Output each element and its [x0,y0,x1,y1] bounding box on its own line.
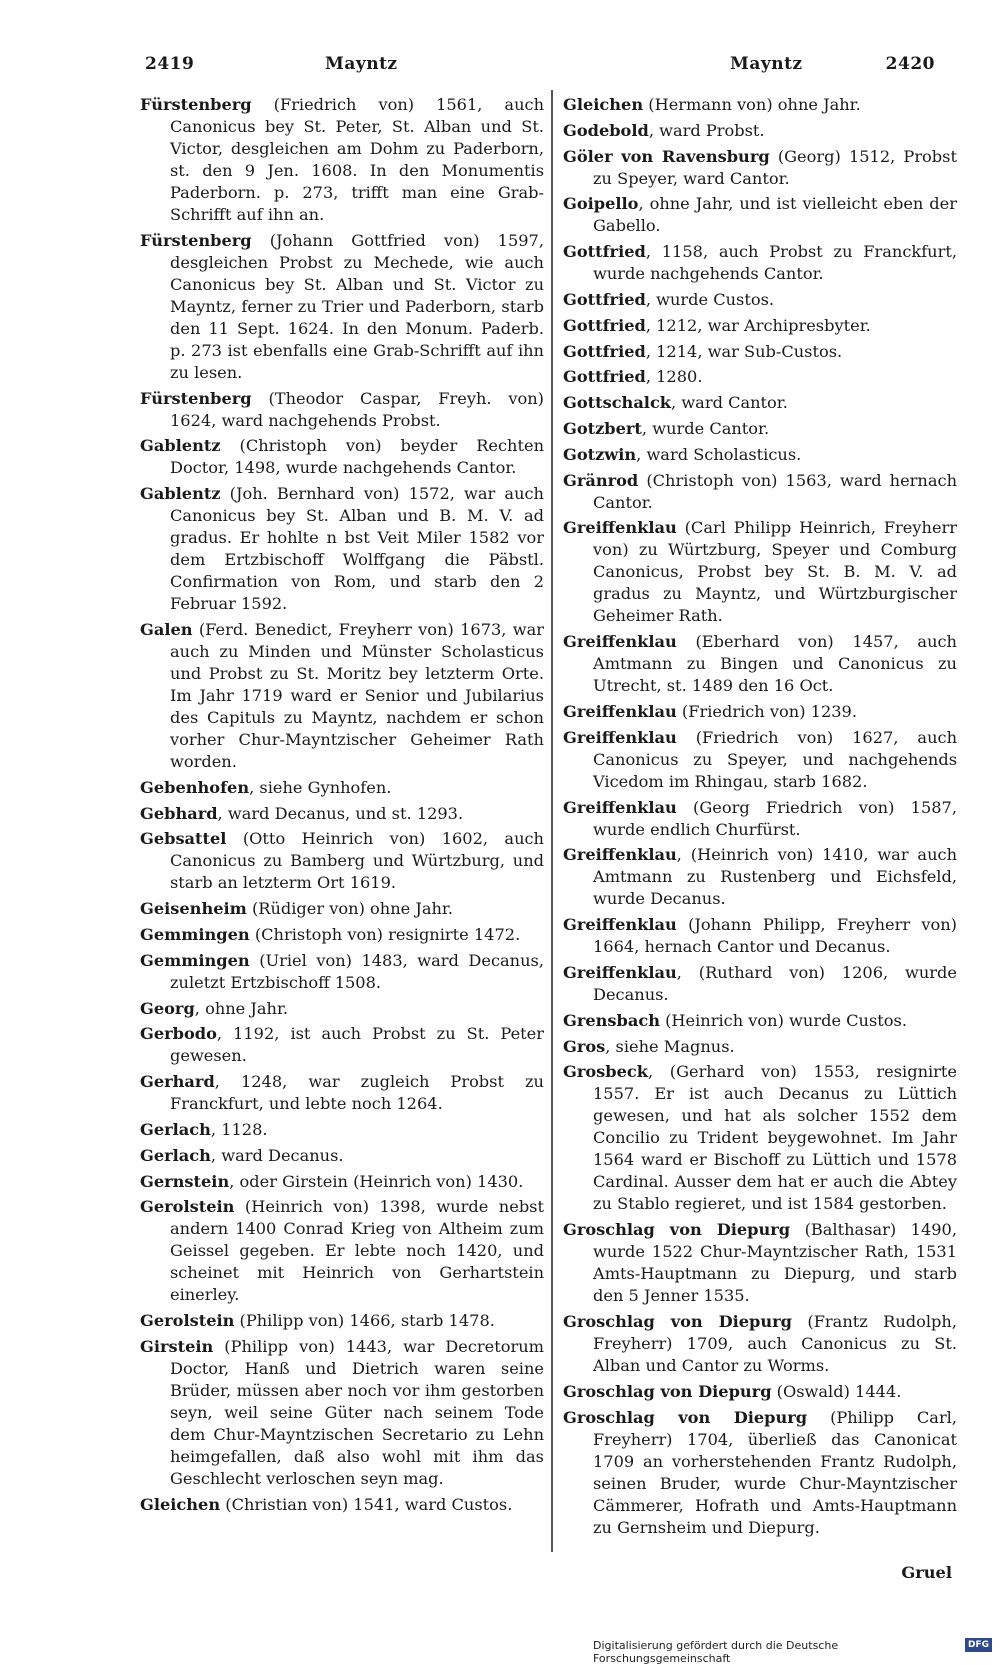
entry-text: , 1158, auch Probst zu Franckfurt, wurde nachgehends Cantor. [593,242,957,284]
entry-text: (Christoph von) beyder Rechten Doctor, 1498, wurde nachgehends Cantor. [170,436,544,478]
entry-name: Gottfried [563,341,646,361]
register-entry [563,1407,957,1539]
entry-text: , ward Scholasticus. [636,444,802,464]
entry-name: Gerolstein [140,1197,235,1217]
register-entry [140,1336,544,1490]
entry-name: Gleichen [140,1494,221,1514]
entry-name: Groschlag von Diepurg [563,1381,772,1401]
register-entry [563,1061,957,1215]
entry-text: , ward Cantor. [671,393,788,413]
entry-name: Grosbeck [563,1062,648,1082]
entry-text: , 1214, war Sub-Custos. [645,341,843,361]
entry-name: Greiffenklau [563,845,677,865]
entry-text: (Friedrich von) 1561, auch Canonicus bey St. Peter, St. Alban und St. Victor, desgleichen am Dohm zu Paderborn, st. den 9 Jen. 1608. In den Monumentis Paderborn. p. 273, trifft man eine Grab-Schrifft auf ihn an. [170,95,544,224]
register-entry [563,844,957,910]
entry-name: Gerlach [140,1119,211,1139]
register-entry [140,1071,544,1115]
page-header [145,54,935,82]
register-entry [140,388,544,432]
entry-text: , siehe Gynhofen. [249,777,392,797]
entry-name: Greiffenklau [563,915,677,935]
entry-name: Gernstein [140,1171,230,1191]
register-entry [140,1310,544,1332]
register-entry [563,146,957,190]
entry-text: (Heinrich von) wurde Custos. [659,1010,907,1030]
entry-text: , ward Probst. [648,120,765,140]
entry-text: (Eberhard von) 1457, auch Amtmann zu Bingen und Canonicus zu Utrecht, st. 1489 den 16 Oct. [593,632,957,696]
register-entry [563,797,957,841]
register-entry [563,914,957,958]
entry-name: Gotzbert [563,418,642,438]
entry-name: Fürstenberg [140,230,252,250]
entry-name: Greiffenklau [563,701,677,721]
entry-name: Gottfried [563,315,646,335]
entry-text: (Rüdiger von) ohne Jahr. [246,899,454,919]
register-entry [140,1494,544,1516]
entry-text: , 1128. [210,1119,268,1139]
entry-text: (Christoph von) 1563, ward hernach Cantor. [593,470,957,512]
entry-text: (Friedrich von) 1239. [676,701,858,721]
register-entry [140,950,544,994]
entry-text: (Friedrich von) 1627, auch Canonicus zu Speyer, und nachgehends Vicedom im Rhingau, starb 1682. [593,727,957,791]
entry-text: , (Ruthard von) 1206, wurde Decanus. [593,962,957,1004]
running-title-right: Mayntz [730,54,803,74]
entry-name: Gleichen [563,95,644,114]
entry-text: (Theodor Caspar, Freyh. von) 1624, ward nachgehends Probst. [170,388,544,430]
entry-name: Gerhard [140,1072,215,1092]
register-entry [563,631,957,697]
entry-text: (Georg) 1512, Probst zu Speyer, ward Cantor. [593,146,957,188]
entry-text: , ohne Jahr, und ist vielleicht eben der Gabello. [593,194,957,236]
register-entry [563,701,957,723]
entry-text: , wurde Cantor. [641,418,770,438]
entry-name: Greiffenklau [563,962,677,982]
register-entry [140,898,544,920]
register-entry [563,1036,957,1058]
entry-text: (Uriel von) 1483, ward Decanus, zuletzt Ertzbischoff 1508. [170,950,544,992]
register-entry [563,1010,957,1032]
register-entry [140,1196,544,1306]
entry-text: (Christian von) 1541, ward Custos. [220,1494,513,1514]
page-number-left: 2419 [145,54,195,74]
entry-text: (Otto Heinrich von) 1602, auch Canonicus zu Bamberg und Würtzburg, und starb an letzterm Ort 1619. [170,829,544,893]
register-entry [140,94,544,226]
entry-name: Grensbach [563,1010,660,1030]
entry-text: (Johann Gottfried von) 1597, desgleichen Probst zu Mechede, wie auch Canonicus bey St. Alban und St. Victor zu Mayntz, ferner zu Trier und Paderborn, starb den 11 Sept. 1624. In den Monum. Paderb. p. 273 ist ebenfalls eine Grab-Schrifft auf ihn zu lesen. [170,230,544,382]
entry-name: Gablentz [140,484,221,504]
register-entry [140,828,544,894]
entry-text: , 1280. [645,367,703,387]
entry-text: (Hermann von) ohne Jahr. [643,95,861,114]
entry-text: , (Heinrich von) 1410, war auch Amtmann zu Rustenberg und Eichsfeld, wurde Decanus. [593,845,957,909]
register-entry [140,1171,544,1193]
register-entry [563,241,957,285]
entry-text: , ohne Jahr. [194,998,289,1018]
register-entry [563,392,957,414]
entry-name: Greiffenklau [563,727,677,747]
right-column [563,94,957,1542]
entry-name: Girstein [140,1336,214,1356]
entry-text: , (Gerhard von) 1553, resignirte 1557. Er ist auch Decanus zu Lüttich gewesen, und hat als solcher 1552 dem Concilio zu Trident beygewohnet. Im Jahr 1564 ward er Bischoff zu Lüttich und 1578 Cardinal. Ausser dem hat er auch die Abtey zu Stablo regieret, und ist 1584 gestorben. [593,1062,957,1214]
entry-name: Greiffenklau [563,797,677,817]
register-entry [140,483,544,615]
footer-credit: Digitalisierung gefördert durch die Deutsche Forschungsgemeinschaft [593,1639,839,1665]
entry-name: Gros [563,1036,606,1056]
column-divider [551,90,553,1552]
entry-text: , ward Decanus, und st. 1293. [217,803,464,823]
entry-text: , 1248, war zugleich Probst zu Franckfurt, und lebte noch 1264. [170,1072,544,1114]
entry-name: Goipello [563,194,639,214]
register-entry [563,470,957,514]
entry-text: (Joh. Bernhard von) 1572, war auch Canonicus bey St. Alban und B. M. V. ad gradus. Er hohlte n bst Veit Miler 1582 vor dem Ertzbischoff Wolffgang die Päbstl. Confirmation von Rom, und starb den 2 Februar 1592. [170,484,544,614]
register-entry [563,341,957,363]
entry-text: (Philipp von) 1466, starb 1478. [234,1311,495,1331]
register-entry [563,94,957,116]
entry-text: (Johann Philipp, Freyherr von) 1664, hernach Cantor und Decanus. [593,915,957,957]
entry-name: Fürstenberg [140,95,252,114]
entry-name: Fürstenberg [140,388,252,408]
entry-name: Galen [140,619,193,639]
entry-name: Groschlag von Diepurg [563,1407,808,1427]
entry-text: (Ferd. Benedict, Freyherr von) 1673, war auch zu Minden und Münster Scholasticus und Probst zu St. Moritz bey letzterm Orte. Im Jahr 1719 ward er Senior und Jubilarius des Capituls zu Mayntz, nachdem er schon vorher Chur-Mayntzischer Geheimer Rath worden. [170,619,544,771]
register-entry [563,193,957,237]
register-entry [563,1381,957,1403]
entry-name: Gebenhofen [140,777,250,797]
register-entry [140,1023,544,1067]
entry-text: , oder Girstein (Heinrich von) 1430. [229,1171,524,1191]
running-title-left: Mayntz [325,54,398,74]
entry-text: , 1192, ist auch Probst zu St. Peter gewesen. [170,1024,544,1066]
entry-text: , siehe Magnus. [605,1036,735,1056]
entry-name: Gotzwin [563,444,637,464]
entry-name: Gränrod [563,470,639,490]
entry-text: (Balthasar) 1490, wurde 1522 Chur-Mayntzischer Rath, 1531 Amts-Hauptmann zu Diepurg, und starb den 5 Jenner 1535. [593,1220,957,1306]
register-entry [563,366,957,388]
entry-name: Gerlach [140,1145,211,1165]
entry-name: Gemmingen [140,924,250,944]
entry-name: Gottschalck [563,393,672,413]
entry-text: (Heinrich von) 1398, wurde nebst andern 1400 Conrad Krieg von Altheim zum Geissel gegeben. Er lebte noch 1420, und scheinet mit Heinrich von Gerhartstein einerley. [170,1197,544,1305]
register-entry [140,998,544,1020]
entry-name: Geisenheim [140,899,247,919]
entry-text: (Philipp Carl, Freyherr) 1704, überließ das Canonicat 1709 an vorherstehenden Frantz Rudolph, seinen Bruder, wurde Chur-Mayntzischer Cämmerer, Hofrath und Amts-Hauptmann zu Gernsheim und Diepurg. [593,1407,958,1537]
register-entry [140,435,544,479]
entry-text: (Christoph von) resignirte 1472. [249,924,521,944]
entry-text: , wurde Custos. [645,289,775,309]
register-entry [140,230,544,384]
register-entry [563,517,957,627]
entry-name: Gablentz [140,436,221,456]
register-entry [563,962,957,1006]
register-entry [140,1119,544,1141]
register-entry [563,289,957,311]
register-entry [563,120,957,142]
register-entry [563,315,957,337]
register-entry [140,803,544,825]
entry-name: Göler von Ravensburg [563,146,770,166]
register-entry [140,619,544,773]
entry-name: Gebhard [140,803,218,823]
entry-name: Georg [140,998,195,1018]
entry-name: Godebold [563,120,649,140]
entry-name: Gottfried [563,289,646,309]
entry-text: (Georg Friedrich von) 1587, wurde endlich Churfürst. [593,797,957,839]
register-entry [563,1219,957,1307]
register-entry [563,727,957,793]
register-entry [563,418,957,440]
entry-name: Gerolstein [140,1311,235,1331]
page-number-right: 2420 [885,54,935,74]
entry-name: Gemmingen [140,950,250,970]
register-entry [140,924,544,946]
entry-name: Gerbodo [140,1024,217,1044]
entry-text: , 1212, war Archipresbyter. [645,315,871,335]
register-entry [140,1145,544,1167]
catchword: Gruel [901,1563,952,1582]
footer [593,1636,1000,1665]
entry-text: (Philipp von) 1443, war Decretorum Doctor, Hanß und Dietrich waren seine Brüder, müssen aber noch vor ihm gestorben seyn, weil seine Güter nach seinem Tode dem Chur-Mayntzischen Secretario zu Lehn heimgefallen, daß also wohl mit ihm das Geschlecht verloschen seyn mag. [170,1336,544,1488]
left-column [140,94,544,1520]
entry-text: (Oswald) 1444. [771,1381,902,1401]
entry-name: Gebsattel [140,829,227,849]
dfg-logo-icon: DFG [965,1638,992,1652]
entry-text: (Frantz Rudolph, Freyherr) 1709, auch Canonicus zu St. Alban und Cantor zu Worms. [593,1311,957,1375]
entry-name: Groschlag von Diepurg [563,1220,791,1240]
entry-name: Gottfried [563,367,646,387]
entry-name: Greiffenklau [563,518,677,538]
entry-name: Greiffenklau [563,632,677,652]
entry-name: Gottfried [563,242,646,262]
register-entry [140,777,544,799]
entry-name: Groschlag von Diepurg [563,1311,792,1331]
register-entry [563,444,957,466]
register-entry [563,1311,957,1377]
entry-text: (Carl Philipp Heinrich, Freyherr von) zu Würtzburg, Speyer und Comburg Canonicus, Probst bey St. B. M. V. ad gradus zu Mayntz, und Würtzburgischer Geheimer Rath. [593,518,957,626]
entry-text: , ward Decanus. [210,1145,344,1165]
